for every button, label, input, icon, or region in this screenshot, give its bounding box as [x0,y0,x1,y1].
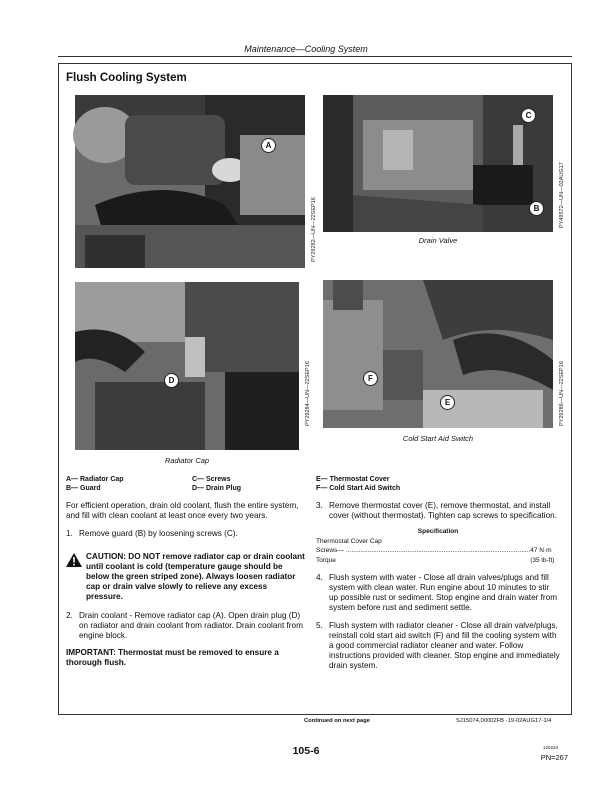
figure-code-2: PY49572—UN—02AUG17 [559,162,565,228]
figure-caption-4: Cold Start Aid Switch [402,434,474,443]
callout-d: D [164,373,179,388]
step-3 [316,501,560,521]
legend-item: E— Thermostat Cover [316,476,390,483]
callout-a: A [261,138,276,153]
step-text: Remove thermostat cover (E), remove thermostat, and install cover (without thermostat). Tighten cap screws to specification. [329,501,557,520]
legend-item: D— Drain Plug [192,485,242,492]
spec-value: 47 N·m (35 lb-ft) [530,547,555,564]
callout-b: B [529,201,544,216]
intro-paragraph: For efficient operation, drain old coolant, flush the entire system, and fill with clean coolant at least once every two years. [66,501,299,520]
step-5 [316,621,560,671]
spec-leader: ...................................................................................................... [346,547,531,554]
figure-code-4: PY29286—UN—22SEP16 [559,361,565,426]
spec-item: Thermostat Cover Cap [316,538,382,545]
page-number: 105-6 [292,745,320,757]
figure-code-3: PY29284—UN—22SEP16 [305,361,311,426]
engine-photo-4 [323,280,553,428]
spec-heading: Specification [417,528,459,535]
pn-number: PN=267 [540,753,568,762]
spec-row [316,546,560,566]
figure-caption-3: Radiator Cap [164,456,210,465]
step-text: Drain coolant - Remove radiator cap (A). Open drain plug (D) on radiator and drain coolant from radiator. Drain coolant from engine block. [79,611,303,640]
step-number: 3. [316,501,323,510]
figure-code-1: PY29282—UN—22SEP16 [311,197,317,262]
step-text: Flush system with radiator cleaner - Close all drain valve/plugs, reinstall cold start aid switch (F) and fill the cooling system with a good commercial radiator cleaner and water. Follow instructions provided with cleaner. Stop engine and immediately drain system. [329,621,560,670]
step-4 [316,573,560,613]
step-text: Remove guard (B) by loosening screws (C). [79,529,238,538]
legend-item: F— Cold Start Aid Switch [316,485,401,492]
step-number: 1. [66,529,73,538]
legend-item: B— Guard [66,485,101,492]
figure-drain-plug-photo [75,282,299,450]
legend-item: A— Radiator Cap [66,476,124,483]
callout-e: E [440,395,455,410]
legend-col-3 [316,475,400,493]
legend-item: C— Screws [192,476,231,483]
engine-photo-3 [75,282,299,450]
spec-label: Screws—Torque [316,547,344,564]
figure-caption-2: Drain Valve [418,236,458,245]
important-note: IMPORTANT: Thermostat must be removed to ensure a thorough flush. [66,648,279,667]
engine-photo-2 [323,95,553,232]
continued-note: Continued on next page [304,718,371,724]
caution-text: CAUTION: DO NOT remove radiator cap or drain coolant until coolant is cold (temperature gauge should be below the green striped zone). Always loosen radiator cap or drain valve slowly to relieve any excess pressure. [86,552,305,601]
doc-code: SJ15074,00002FB -19-02AUG17-1/4 [456,718,552,724]
step-number: 2. [66,611,73,620]
callout-f: F [363,371,378,386]
figure-radiator-cap-photo [75,95,305,268]
header-rule [58,56,572,57]
step-number: 5. [316,621,323,630]
caution-block [66,552,306,602]
step-1 [66,529,306,539]
engine-photo-1 [75,95,305,268]
legend-col-2 [192,475,241,493]
left-column [66,501,306,668]
step-2 [66,611,306,641]
step-text: Flush system with water - Close all drain valves/plugs and fill system with clean water. Run engine about 10 minutes to stir up possible rust or sediment. Stop engine and drain water from system before rust and sediment settle. [329,573,558,612]
page-title: Flush Cooling System [66,72,187,84]
figure-drain-valve-photo [323,95,553,232]
figure-cold-start-aid-photo [323,280,553,428]
warning-icon [66,553,82,567]
step-number: 4. [316,573,323,582]
callout-c: C [521,108,536,123]
small-code: 120224 [542,745,558,750]
legend-col-1 [66,475,124,493]
running-header: Maintenance—Cooling System [244,44,368,54]
right-column [316,501,560,671]
